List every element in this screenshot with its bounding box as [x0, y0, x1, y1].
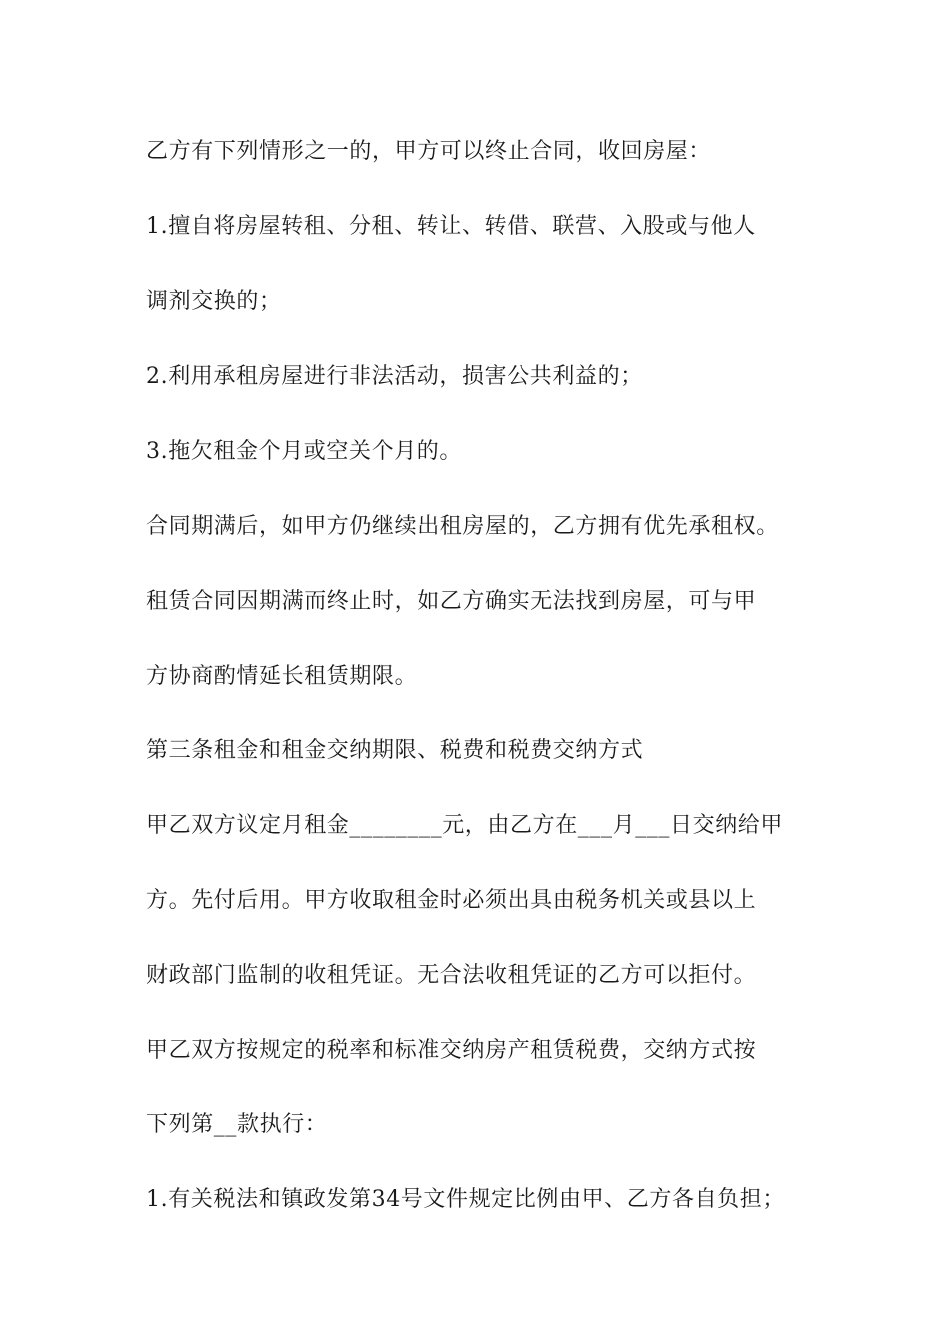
list-item-rent-arrears: 3.拖欠租金个月或空关个月的。 [146, 439, 462, 464]
list-item-tax-share: 1.有关税法和镇政发第34号文件规定比例由甲、乙方各自负担； [146, 1187, 785, 1212]
list-item-illegal-activity: 2.利用承租房屋进行非法活动，损害公共利益的； [146, 364, 643, 389]
paragraph-priority-renewal: 合同期满后，如甲方仍继续出租房屋的，乙方拥有优先承租权。 [146, 514, 779, 539]
paragraph-lease-extension-continued: 方协商酌情延长租赁期限。 [146, 664, 418, 689]
paragraph-monthly-rent-continued: 方。先付后用。甲方收取租金时必须出具由税务机关或县以上 [146, 888, 757, 913]
paragraph-tax-payment-continued: 下列第__款执行： [146, 1112, 328, 1137]
paragraph-lease-extension: 租赁合同因期满而终止时，如乙方确实无法找到房屋，可与甲 [146, 589, 757, 614]
section-heading-article-three: 第三条租金和租金交纳期限、税费和税费交纳方式 [146, 738, 644, 763]
paragraph-monthly-rent-end: 财政部门监制的收租凭证。无合法收租凭证的乙方可以拒付。 [146, 963, 757, 988]
paragraph-tax-payment: 甲乙双方按规定的税率和标准交纳房产租赁税费，交纳方式按 [146, 1038, 757, 1063]
list-item-sublet-continued: 调剂交换的； [146, 289, 282, 314]
paragraph-termination-conditions: 乙方有下列情形之一的，甲方可以终止合同，收回房屋： [146, 139, 712, 164]
list-item-sublet: 1.擅自将房屋转租、分租、转让、转借、联营、入股或与他人 [146, 214, 756, 239]
paragraph-monthly-rent: 甲乙双方议定月租金________元，由乙方在___月___日交纳给甲 [146, 813, 784, 838]
